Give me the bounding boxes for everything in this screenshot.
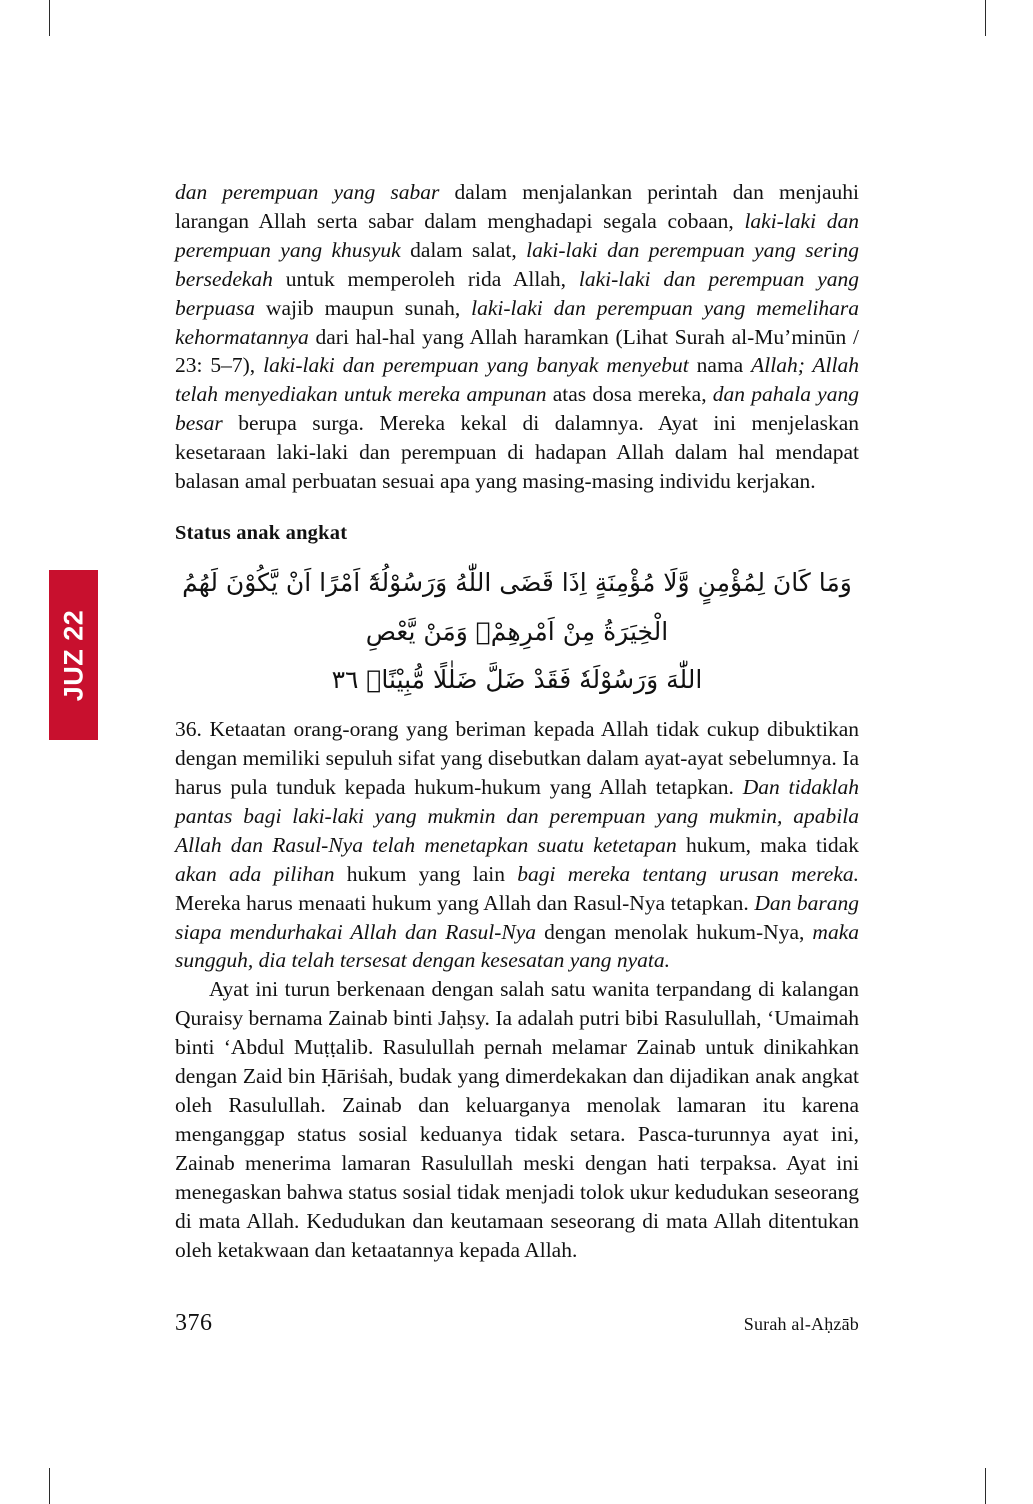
verse-line-2: اللّٰهَ وَرَسُوْلَهٗ فَقَدْ ضَلَّ ضَلٰلًا مُّبِيْنًاۗ ٣٦ <box>331 665 703 695</box>
paragraph-verse-36-commentary: 36. Ketaatan orang-orang yang beriman kepada Allah tidak cukup dibuktikan dengan memiliki sepuluh sifat yang disebutkan dalam ayat-ayat sebelumnya. Ia harus pula tunduk kepada hukum-hukum yang Allah tetapkan. Dan tidaklah pantas bagi laki-laki yang mukmin dan perempuan yang mukmin, apabila Allah dan Rasul-Nya telah menetapkan suatu ketetapan hukum, maka tidak akan ada pilihan hukum yang lain bagi mereka tentang urusan mereka. Mereka harus menaati hukum yang Allah dan Rasul-Nya tetapkan. Dan barang siapa mendurhakai Allah dan Rasul-Nya dengan menolak hukum-Nya, maka sungguh, dia telah tersesat dengan kesesatan yang nyata. <box>175 717 859 973</box>
section-heading: Status anak angkat <box>175 521 348 544</box>
juz-tab <box>49 570 98 740</box>
page-text-column <box>175 178 859 1264</box>
crop-mark-bottom-right <box>985 1468 986 1504</box>
running-head: Surah al-Aḥzāb <box>743 1314 859 1334</box>
juz-tab-label: JUZ 22 <box>58 609 89 701</box>
quran-verse-arabic <box>175 559 859 705</box>
paragraph-asbab-nuzul: Ayat ini turun berkenaan dengan salah satu wanita terpandang di kalangan Quraisy bernama Zainab binti Jaḥsy. Ia adalah putri bibi Rasulullah, ‘Umaimah binti ‘Abdul Muṭṭalib. Rasulullah pernah melamar Zainab untuk dinikahkan dengan Zaid bin Ḥāriṡah, budak yang dimerdekakan dan dijadikan anak angkat oleh Rasulullah. Zainab dan keluarganya menolak lamaran itu karena menganggap status sosial keduanya tidak setara. Pasca-turunnya ayat ini, Zainab menerima lamaran Rasulullah meski dengan hati terpaksa. Ayat ini menegaskan bahwa status sosial tidak menjadi tolok ukur kedudukan seseorang di mata Allah. Kedudukan dan keutamaan seseorang di mata Allah ditentukan oleh ketakwaan dan ketaatannya kepada Allah. <box>175 977 859 1262</box>
verse-line-1: وَمَا كَانَ لِمُؤْمِنٍ وَّلَا مُؤْمِنَةٍ اِذَا قَضَى اللّٰهُ وَرَسُوْلُهٗٓ اَمْرًا اَنْ يَّكُوْنَ لَهُمُ الْخِيَرَةُ مِنْ اَمْرِهِمْۗ وَمَنْ يَّعْصِ <box>182 567 852 646</box>
crop-mark-bottom-left <box>49 1468 50 1504</box>
crop-mark-top-right <box>985 0 986 36</box>
page-number: 376 <box>175 1310 213 1336</box>
crop-mark-top-left <box>49 0 50 36</box>
page-footer <box>175 1310 859 1337</box>
paragraph-runon: dan perempuan yang sabar dalam menjalankan perintah dan menjauhi larangan Allah serta sabar dalam menghadapi segala cobaan, laki-laki dan perempuan yang khusyuk dalam salat, laki-laki dan perempuan yang sering bersedekah untuk memperoleh rida Allah, laki-laki dan perempuan yang berpuasa wajib maupun sunah, laki-laki dan perempuan yang memelihara kehormatannya dari hal-hal yang Allah haramkan (Lihat Surah al-Mu’minūn / 23: 5–7), laki-laki dan perempuan yang banyak menyebut nama Allah; Allah telah menyediakan untuk mereka ampunan atas dosa mereka, dan pahala yang besar berupa surga. Mereka kekal di dalamnya. Ayat ini menjelaskan kesetaraan laki-laki dan perempuan di hadapan Allah dalam hal mendapat balasan amal perbuatan sesuai apa yang masing-masing individu kerjakan. <box>175 180 859 494</box>
